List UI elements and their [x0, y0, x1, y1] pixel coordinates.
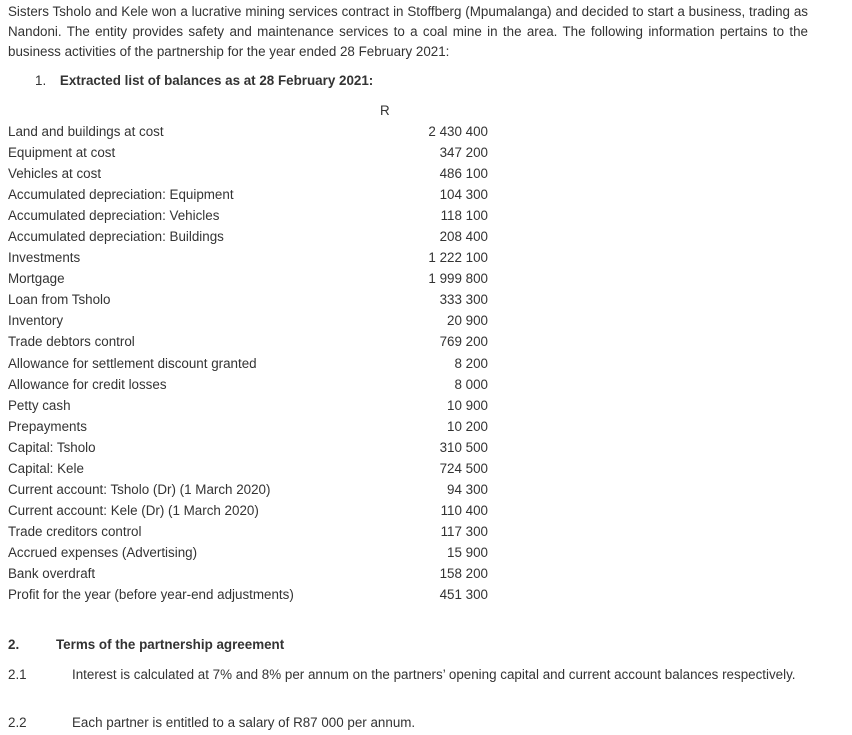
- balance-row: [8, 247, 488, 268]
- currency-header: R: [380, 103, 390, 118]
- balance-amount: 158 200: [439, 565, 488, 581]
- balance-amount: 724 500: [439, 460, 488, 476]
- balance-amount: 1 999 800: [428, 271, 488, 287]
- section-2-title: Terms of the partnership agreement: [56, 637, 285, 652]
- balance-amount: 15 900: [447, 544, 488, 560]
- balance-amount: 486 100: [439, 166, 488, 182]
- balance-label: Allowance for credit losses: [8, 376, 167, 392]
- balance-label: Bank overdraft: [8, 565, 96, 581]
- balance-amount: 8 200: [454, 355, 488, 371]
- balance-label: Capital: Tsholo: [8, 439, 96, 455]
- balance-amount: 451 300: [439, 587, 488, 603]
- balance-row: [8, 205, 488, 226]
- balance-label: Current account: Kele (Dr) (1 March 2020): [8, 502, 259, 518]
- balance-label: Profit for the year (before year-end adjustments): [8, 587, 294, 603]
- balance-amount: 20 900: [447, 313, 488, 329]
- balance-label: Investments: [8, 250, 81, 266]
- balance-label: Accrued expenses (Advertising): [8, 544, 198, 560]
- balance-row: [8, 416, 488, 437]
- balance-row: [8, 331, 488, 352]
- balance-label: Equipment at cost: [8, 145, 116, 161]
- balance-row: [8, 542, 488, 563]
- balance-row: [8, 184, 488, 205]
- balance-label: Accumulated depreciation: Vehicles: [8, 208, 220, 224]
- balance-amount: 208 400: [439, 229, 488, 245]
- term-text: Interest is calculated at 7% and 8% per annum on the partners’ opening capital and current account balances respectively.: [72, 667, 796, 682]
- balance-amount: 2 430 400: [428, 124, 488, 139]
- balance-amount: 104 300: [439, 187, 488, 203]
- balance-label: Trade debtors control: [8, 334, 135, 350]
- term-number: 2.2: [8, 715, 27, 730]
- balance-row: [8, 395, 488, 416]
- balance-label: Loan from Tsholo: [8, 292, 111, 308]
- balance-row: [8, 521, 488, 542]
- balance-label: Petty cash: [8, 397, 71, 413]
- balance-amount: 10 200: [447, 418, 488, 434]
- balance-amount: 1 222 100: [428, 250, 488, 266]
- balance-label: Trade creditors control: [8, 523, 142, 539]
- balance-amount: 94 300: [447, 481, 488, 497]
- balance-amount: 310 500: [439, 439, 488, 455]
- term-text: Each partner is entitled to a salary of R87 000 per annum.: [72, 715, 416, 730]
- section-1-heading: [35, 71, 373, 91]
- balance-amount: 10 900: [447, 397, 488, 413]
- balance-row: [8, 563, 488, 584]
- balance-amount: 333 300: [439, 292, 488, 308]
- balance-row: [8, 226, 488, 247]
- balance-row: [8, 458, 488, 479]
- balance-row: [8, 289, 488, 310]
- balance-label: Accumulated depreciation: Buildings: [8, 229, 224, 245]
- balance-row: [8, 142, 488, 163]
- balance-amount: 117 300: [440, 523, 488, 539]
- balance-row: [8, 584, 488, 605]
- balance-row: [8, 437, 488, 458]
- term-number: 2.1: [8, 667, 27, 682]
- section-2-heading: [8, 635, 285, 655]
- balance-label: Vehicles at cost: [8, 166, 102, 182]
- balance-label: Land and buildings at cost: [8, 124, 164, 139]
- balance-label: Accumulated depreciation: Equipment: [8, 187, 234, 203]
- balance-label: Inventory: [8, 313, 64, 329]
- balance-amount: 8 000: [454, 376, 488, 392]
- balance-row: [8, 353, 488, 374]
- balance-label: Capital: Kele: [8, 460, 84, 476]
- balance-amount: 347 200: [439, 145, 488, 161]
- balances-list: [8, 121, 488, 605]
- section-1-number: 1.: [35, 73, 47, 88]
- balance-label: Prepayments: [8, 418, 87, 434]
- term-2-1: [8, 665, 806, 685]
- term-2-2: [8, 713, 806, 733]
- balance-label: Allowance for settlement discount granted: [8, 355, 257, 371]
- balance-row: [8, 310, 488, 331]
- balance-row: [8, 374, 488, 395]
- balance-row: [8, 479, 488, 500]
- balance-row: [8, 268, 488, 289]
- balance-row: [8, 163, 488, 184]
- balance-amount: 118 100: [440, 208, 488, 224]
- section-2-number: 2.: [8, 637, 20, 652]
- section-1-title: Extracted list of balances as at 28 February 2021:: [59, 73, 374, 88]
- balance-row: [8, 500, 488, 521]
- balance-label: Current account: Tsholo (Dr) (1 March 2020): [8, 481, 271, 497]
- balance-amount: 769 200: [439, 334, 488, 350]
- balance-row: [8, 121, 488, 142]
- balance-label: Mortgage: [8, 271, 65, 287]
- balance-amount: 110 400: [440, 502, 488, 518]
- intro-paragraph: Sisters Tsholo and Kele won a lucrative mining services contract in Stoffberg (Mpumalanga) and decided to start a business, trading as Nandoni. The entity provides safety and maintenance services to a coal mine in the area. The following information pertains to the business activities of the partnership for the year ended 28 February 2021:: [8, 4, 808, 59]
